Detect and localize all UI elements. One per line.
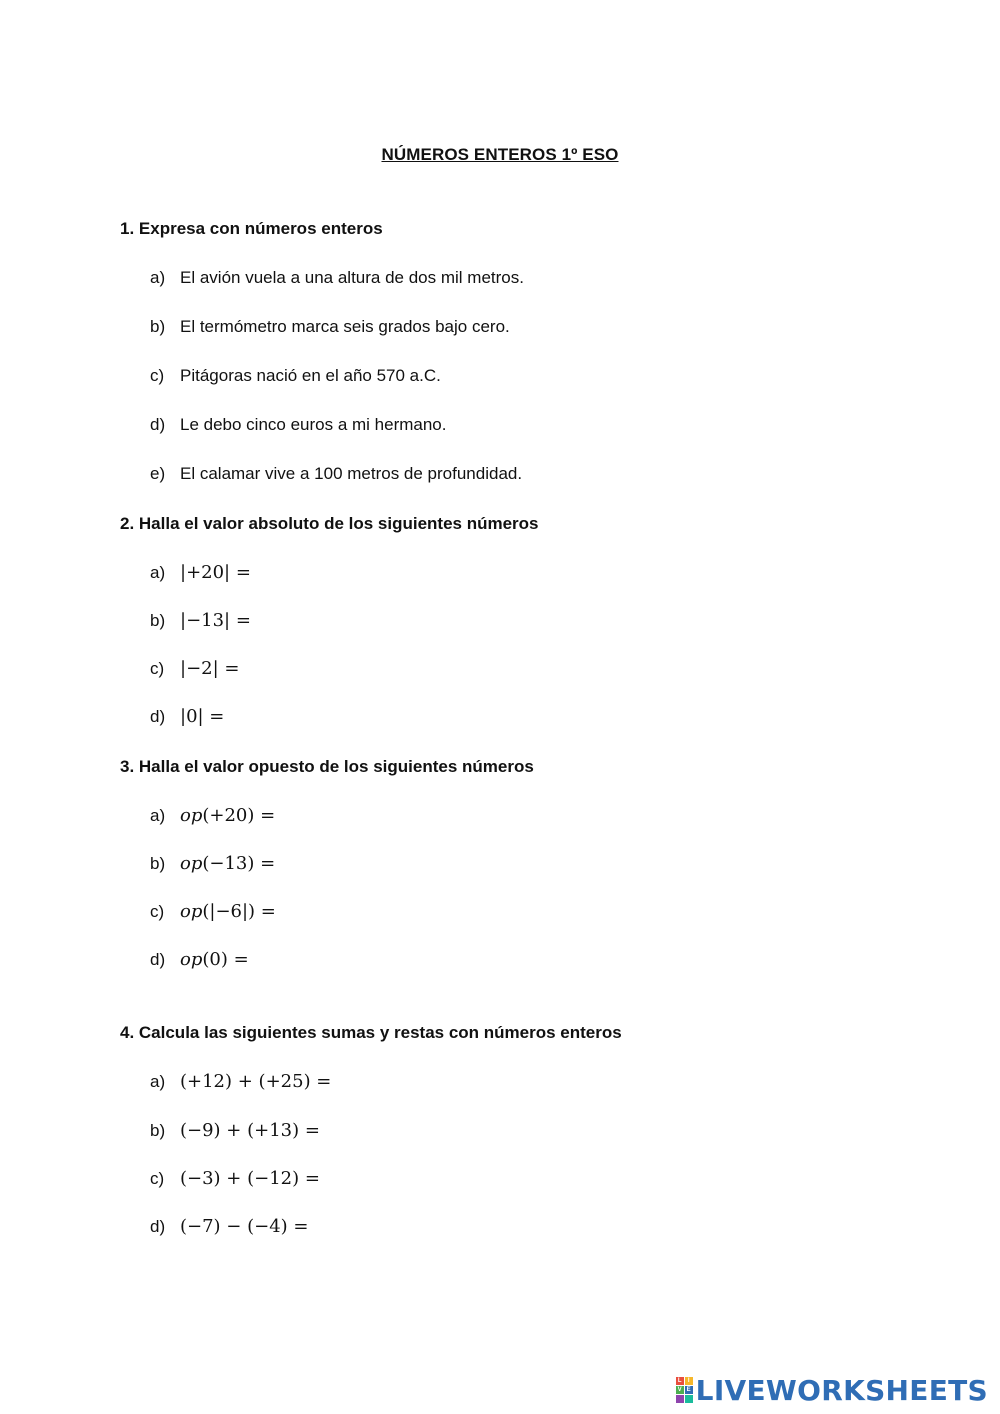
section-4-item-a (150, 1071, 331, 1092)
item-letter: e) (150, 464, 166, 483)
item-letter: a) (150, 563, 166, 582)
item-text: Pitágoras nació en el año 570 a.C. (180, 366, 441, 385)
logo-mark-cell (676, 1395, 684, 1403)
logo-mark-cell (685, 1395, 693, 1403)
math-argument: (0) = (202, 949, 249, 970)
page-title: NÚMEROS ENTEROS 1º ESO (381, 145, 619, 164)
section-4-item-b (150, 1120, 320, 1141)
item-letter: b) (150, 611, 166, 630)
section-2-item-a (150, 562, 251, 583)
math-expression: (−3) + (−12) = (180, 1168, 320, 1189)
math-expression: (−9) + (+13) = (180, 1120, 320, 1141)
section-1-item-e (150, 464, 522, 484)
logo-text: LIVEWORKSHEETS (695, 1373, 988, 1407)
item-text: Le debo cinco euros a mi hermano. (180, 415, 447, 434)
section-3-item-c (150, 901, 276, 922)
op-label: op (180, 805, 203, 826)
math-expression (180, 949, 249, 970)
op-label: op (180, 901, 203, 922)
math-expression: |−13| = (180, 610, 251, 631)
item-letter: c) (150, 659, 165, 678)
section-1-item-b (150, 317, 510, 337)
section-1-item-c (150, 366, 441, 386)
math-expression: |−2| = (180, 658, 240, 679)
item-letter: c) (150, 902, 165, 921)
logo-mark-cell: L (676, 1377, 684, 1385)
op-label: op (180, 853, 203, 874)
liveworksheets-logo[interactable] (676, 1373, 988, 1407)
section-3-item-a (150, 805, 275, 826)
item-letter: d) (150, 950, 166, 969)
section-1-item-a (150, 268, 524, 288)
item-letter: d) (150, 707, 166, 726)
math-expression (180, 853, 275, 874)
section-3-item-d (150, 949, 249, 970)
logo-mark-cell: E (686, 1387, 691, 1393)
item-letter: a) (150, 1072, 166, 1091)
section-1-item-d (150, 415, 447, 435)
item-letter: d) (150, 415, 166, 434)
math-expression (180, 901, 276, 922)
section-2-item-b (150, 610, 251, 631)
math-expression: (+12) + (+25) = (180, 1071, 332, 1092)
section-4-item-d (150, 1216, 309, 1237)
item-letter: b) (150, 854, 166, 873)
math-argument: (−13) = (202, 853, 276, 874)
item-letter: a) (150, 268, 166, 287)
section-4-item-c (150, 1168, 320, 1189)
section-2-item-c (150, 658, 239, 679)
section-2-item-d (150, 706, 224, 727)
logo-mark-icon (676, 1377, 693, 1403)
op-label: op (180, 949, 203, 970)
section-2-heading: 2. Halla el valor absoluto de los siguientes números (120, 514, 539, 533)
item-text: El avión vuela a una altura de dos mil metros. (180, 268, 524, 287)
item-letter: b) (150, 317, 166, 336)
logo-mark-cell: I (685, 1377, 693, 1385)
math-expression: (−7) − (−4) = (180, 1216, 309, 1237)
item-letter: b) (150, 1121, 166, 1140)
section-1-heading: 1. Expresa con números enteros (120, 219, 383, 238)
logo-mark-cell: V (677, 1387, 682, 1393)
section-4-heading: 4. Calcula las siguientes sumas y restas con números enteros (120, 1023, 622, 1042)
math-argument: (|−6|) = (202, 901, 276, 922)
math-argument: (+20) = (202, 805, 276, 826)
item-letter: a) (150, 806, 166, 825)
section-3-heading: 3. Halla el valor opuesto de los siguientes números (120, 757, 534, 776)
math-expression: |+20| = (180, 562, 251, 583)
math-expression (180, 805, 275, 826)
item-text: El calamar vive a 100 metros de profundidad. (180, 464, 523, 483)
item-letter: c) (150, 1169, 165, 1188)
item-text: El termómetro marca seis grados bajo cero. (180, 317, 510, 336)
section-3-item-b (150, 853, 275, 874)
item-letter: d) (150, 1217, 166, 1236)
item-letter: c) (150, 366, 165, 385)
math-expression: |0| = (180, 706, 225, 727)
